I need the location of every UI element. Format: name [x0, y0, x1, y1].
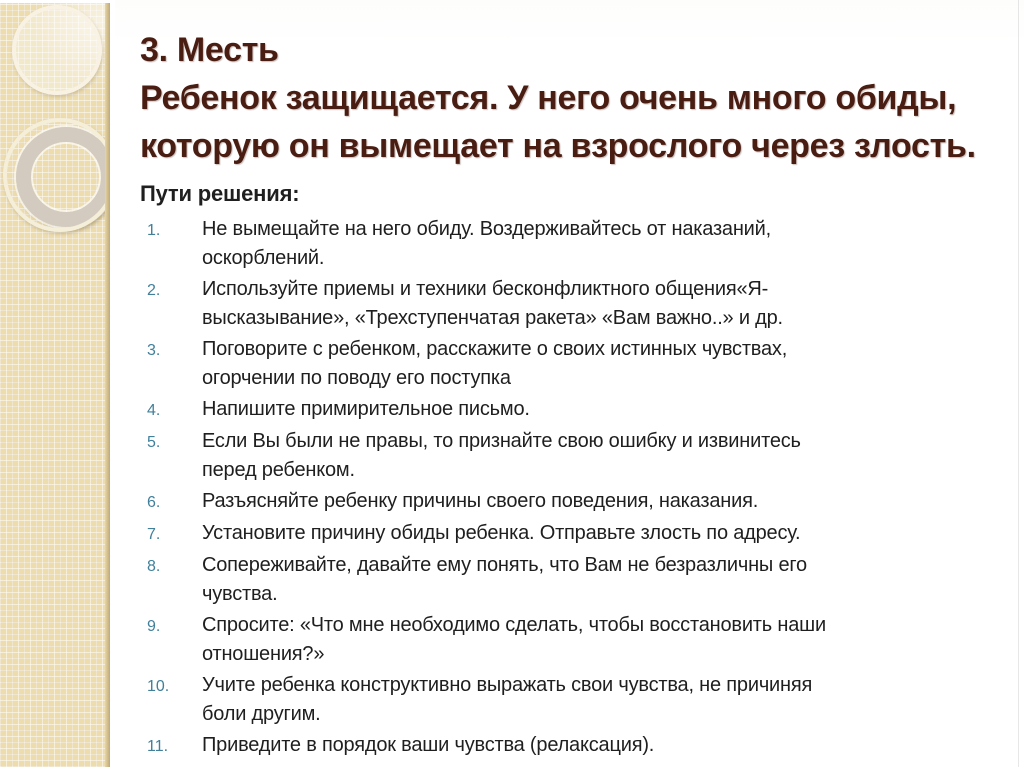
list-item — [140, 519, 994, 549]
list-item — [140, 335, 994, 393]
decorative-sidebar — [0, 0, 110, 767]
list-item-text — [202, 487, 758, 517]
list-item — [140, 395, 994, 425]
list-item — [140, 275, 994, 333]
list-item-text — [202, 335, 787, 393]
list-item-line: чувства. — [202, 583, 278, 605]
list-item-line: Если Вы были не правы, то признайте свою ошибку и извинитесь — [202, 430, 801, 452]
list-item-text — [202, 519, 800, 549]
list-item-number: 10. — [147, 678, 170, 695]
page-title — [140, 26, 994, 170]
list-item — [140, 215, 994, 273]
sidebar-corner-glow — [0, 0, 110, 767]
list-item-line: Поговорите с ребенком, расскажите о своих истинных чувствах, — [202, 338, 788, 360]
list-item-text — [202, 551, 807, 609]
list-item-text — [202, 611, 826, 669]
list-item — [140, 611, 994, 669]
list-item-number: 3. — [147, 342, 161, 359]
list-item-number: 5. — [147, 434, 161, 451]
title-line: 3. Месть — [140, 31, 279, 69]
solution-list — [140, 215, 994, 761]
section-heading: Пути решения: — [140, 181, 300, 206]
list-item-line: оскорблений. — [202, 247, 325, 269]
list-item-number: 2. — [147, 282, 161, 299]
list-item-text — [202, 215, 771, 273]
list-item-text — [202, 671, 812, 729]
slide-content — [115, 0, 1024, 767]
sidebar-edge-border — [105, 0, 110, 767]
list-item-number: 1. — [147, 222, 161, 239]
list-item-number: 11. — [147, 738, 169, 755]
top-thin-ring — [12, 5, 102, 95]
list-item-text — [202, 275, 783, 333]
sidebar-top-strip — [0, 0, 110, 3]
list-item-number: 6. — [147, 494, 161, 511]
list-item — [140, 731, 994, 761]
list-item-text — [202, 731, 654, 761]
list-item-line: Приведите в порядок ваши чувства (релаксация). — [202, 734, 655, 756]
middle-thin-ring — [3, 118, 110, 232]
list-item-line: Учите ребенка конструктивно выражать свои чувства, не причиняя — [202, 674, 813, 696]
list-item-text — [202, 427, 801, 485]
list-item-line: Не вымещайте на него обиду. Воздерживайтесь от наказаний, — [202, 218, 771, 240]
list-item-line: боли другим. — [202, 703, 321, 725]
list-item-number: 8. — [147, 558, 161, 575]
list-item-line: перед ребенком. — [202, 459, 355, 481]
list-item-text — [202, 395, 530, 425]
list-item-line: Разъясняйте ребенку причины своего поведения, наказания. — [202, 490, 759, 512]
list-item — [140, 427, 994, 485]
list-item-line: Спросите: «Что мне необходимо сделать, чтобы восстановить наши — [202, 614, 826, 636]
list-item-line: высказывание», «Трехступенчатая ракета» «Вам важно..» и др. — [202, 307, 783, 329]
list-item — [140, 487, 994, 517]
list-item-number: 9. — [147, 618, 161, 635]
list-item-number: 4. — [147, 402, 161, 419]
list-item-line: отношения?» — [202, 643, 325, 665]
list-item — [140, 551, 994, 609]
list-item-line: Используйте приемы и техники бесконфликтного общения«Я- — [202, 278, 769, 300]
list-item-line: Установите причину обиды ребенка. Отправьте злость по адресу. — [202, 522, 801, 544]
list-item — [140, 671, 994, 729]
list-item-line: Сопереживайте, давайте ему понять, что Вам не безразличны его — [202, 554, 807, 576]
list-item-line: Напишите примирительное письмо. — [202, 398, 530, 420]
list-item-number: 7. — [147, 526, 161, 543]
list-item-line: огорчении по поводу его поступка — [202, 367, 511, 389]
subtitle-line: которую он вымещает на взрослого через злость. — [140, 127, 976, 165]
subtitle-line: Ребенок защищается. У него очень много обиды, — [140, 79, 957, 117]
